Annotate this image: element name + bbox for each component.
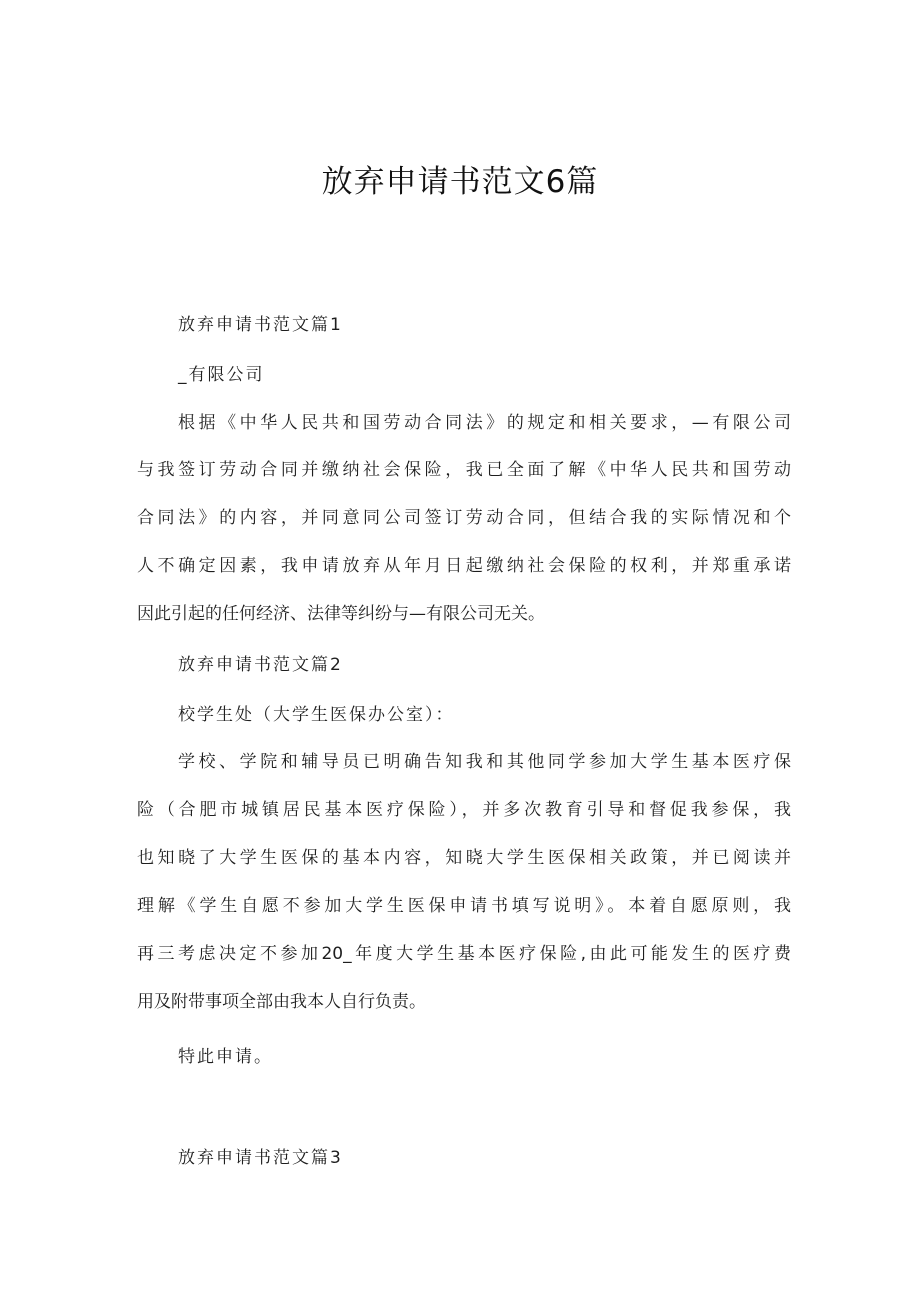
section-heading-1: 放弃申请书范文篇1 <box>178 315 343 335</box>
body-line: 险（合肥市城镇居民基本医疗保险），并多次教育引导和督促我参保，我 <box>137 800 791 820</box>
closing-text: 特此申请。 <box>178 1047 273 1067</box>
section-heading-3: 放弃申请书范文篇3 <box>178 1148 343 1168</box>
body-line: 合同法》的内容，并同意同公司签订劳动合同，但结合我的实际情况和个 <box>137 508 791 528</box>
body-line: 也知晓了大学生医保的基本内容，知晓大学生医保相关政策，并已阅读并 <box>137 848 791 868</box>
body-line: 学校、学院和辅导员已明确告知我和其他同学参加大学生基本医疗保 <box>178 752 791 772</box>
document-title: 放弃申请书范文6篇 <box>321 164 599 200</box>
body-line: 再三考虑决定不参加20_年度大学生基本医疗保险,由此可能发生的医疗费 <box>137 944 791 964</box>
body-line: 用及附带事项全部由我本人自行负责。 <box>137 992 426 1012</box>
body-line: 理解《学生自愿不参加大学生医保申请书填写说明》。本着自愿原则，我 <box>137 896 791 916</box>
section-recipient-2: 校学生处（大学生医保办公室）： <box>178 705 455 725</box>
body-line: 因此引起的任何经济、法律等纠纷与—有限公司无关。 <box>137 604 545 624</box>
section-recipient-1: _有限公司 <box>178 365 265 385</box>
body-line: 与我签订劳动合同并缴纳社会保险，我已全面了解《中华人民共和国劳动 <box>137 460 791 480</box>
body-line: 人不确定因素，我申请放弃从年月日起缴纳社会保险的权利，并郑重承诺 <box>137 556 791 576</box>
body-line: 根据《中华人民共和国劳动合同法》的规定和相关要求，—有限公司 <box>178 413 791 433</box>
section-heading-2: 放弃申请书范文篇2 <box>178 655 343 675</box>
